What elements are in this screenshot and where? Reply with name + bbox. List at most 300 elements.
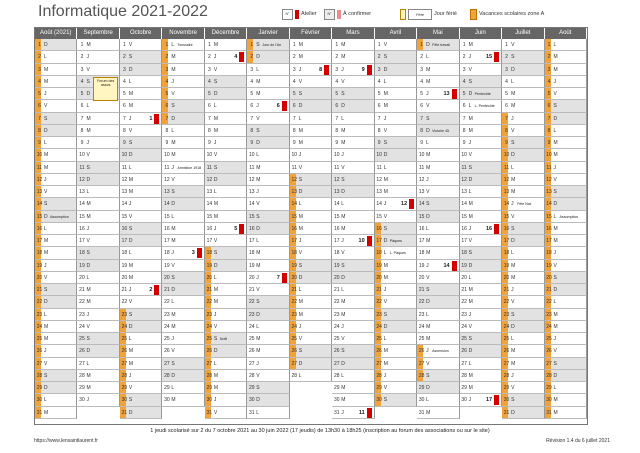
weekday-letter: S bbox=[553, 103, 557, 110]
weekday-letter: J bbox=[86, 225, 89, 232]
weekday-letter: S bbox=[426, 372, 430, 379]
weekday-letter: M bbox=[86, 201, 91, 208]
day-row bbox=[162, 382, 204, 394]
day-row bbox=[35, 174, 77, 186]
day-number: 24 bbox=[376, 323, 382, 330]
day-row bbox=[417, 284, 459, 296]
day-number: 13 bbox=[206, 189, 213, 195]
day-row bbox=[417, 260, 459, 272]
day-number: 26 bbox=[164, 348, 170, 355]
day-number: 24 bbox=[291, 323, 298, 330]
day-number: 18 bbox=[333, 250, 340, 257]
weekday-letter: S bbox=[468, 250, 472, 257]
weekday-letter: M bbox=[256, 78, 261, 85]
day-row bbox=[35, 321, 77, 333]
day-row bbox=[417, 88, 459, 100]
day-row bbox=[35, 137, 77, 149]
weekday-letter: V bbox=[256, 115, 260, 122]
weekday-letter: S bbox=[86, 78, 90, 85]
day-row bbox=[35, 76, 77, 88]
weekday-letter: D bbox=[298, 189, 303, 195]
day-row bbox=[460, 370, 502, 382]
day-row bbox=[417, 100, 459, 112]
day-number: 17 bbox=[249, 238, 255, 244]
day-number: 6 bbox=[123, 103, 126, 110]
weekday-letter: D bbox=[468, 176, 473, 183]
day-number: 9 bbox=[420, 140, 424, 146]
weekday-letter: M bbox=[511, 348, 516, 355]
weekday-letter: M bbox=[171, 323, 176, 330]
day-row bbox=[417, 382, 459, 394]
day-number: 5 bbox=[292, 91, 296, 97]
session-number: 6 bbox=[276, 103, 280, 110]
day-number: 12 bbox=[461, 176, 467, 183]
day-row bbox=[332, 309, 374, 321]
day-number: 16 bbox=[291, 225, 298, 232]
day-row bbox=[77, 247, 119, 259]
session-marker bbox=[282, 101, 287, 111]
day-number: 20 bbox=[79, 274, 85, 281]
day-number: 25 bbox=[249, 336, 255, 342]
day-row bbox=[332, 64, 374, 76]
weekday-letter: M bbox=[86, 385, 91, 391]
day-number: 31 bbox=[206, 409, 213, 416]
day-row bbox=[162, 309, 204, 321]
day-number: 20 bbox=[36, 274, 43, 281]
weekday-letter: J bbox=[511, 287, 514, 293]
day-row bbox=[545, 370, 587, 382]
weekday-letter: M bbox=[468, 385, 473, 391]
day-row bbox=[545, 382, 587, 394]
day-number: 20 bbox=[121, 274, 128, 281]
day-row bbox=[205, 247, 247, 259]
day-row bbox=[460, 235, 502, 247]
holiday-label: Assomption bbox=[559, 214, 579, 219]
day-number: 8 bbox=[505, 127, 508, 134]
day-row bbox=[247, 333, 289, 345]
weekday-letter: S bbox=[86, 336, 90, 342]
day-row bbox=[35, 88, 77, 100]
day-number: 23 bbox=[121, 311, 128, 318]
day-number: 1 bbox=[250, 42, 254, 48]
day-row bbox=[375, 296, 417, 308]
day-row bbox=[460, 345, 502, 357]
day-number: 29 bbox=[249, 385, 255, 391]
legend-ferie-swatch bbox=[400, 9, 406, 20]
weekday-letter: L bbox=[383, 250, 387, 257]
weekday-letter: D bbox=[128, 66, 133, 73]
day-row bbox=[120, 358, 162, 370]
weekday-letter: M bbox=[44, 409, 49, 416]
day-number: 23 bbox=[164, 311, 170, 318]
weekday-letter: V bbox=[213, 66, 218, 73]
weekday-letter: M bbox=[44, 238, 49, 244]
day-row bbox=[290, 223, 332, 235]
weekday-letter: M bbox=[213, 299, 219, 306]
day-row bbox=[120, 235, 162, 247]
holiday-label: Fête travail bbox=[432, 43, 450, 47]
day-number: 5 bbox=[547, 91, 551, 97]
day-number: 17 bbox=[461, 238, 467, 244]
holiday-label: Pentecôte bbox=[474, 92, 491, 96]
weekday-letter: M bbox=[553, 152, 558, 159]
day-number: 9 bbox=[377, 140, 381, 146]
day-row bbox=[290, 76, 332, 88]
holiday-label: L. Pentecôte bbox=[474, 104, 495, 109]
day-number: 4 bbox=[165, 78, 169, 85]
day-row bbox=[545, 162, 587, 174]
day-row bbox=[502, 382, 544, 394]
day-number: 2 bbox=[80, 54, 84, 61]
day-row bbox=[247, 321, 289, 333]
day-number: 2 bbox=[207, 54, 211, 61]
day-row bbox=[502, 51, 544, 63]
weekday-letter: L bbox=[468, 360, 472, 367]
holiday-label: Ascension bbox=[432, 349, 449, 354]
day-row bbox=[205, 296, 247, 308]
day-row bbox=[120, 125, 162, 137]
weekday-letter: V bbox=[128, 299, 133, 306]
day-row bbox=[375, 186, 417, 198]
weekday-letter: M bbox=[213, 372, 219, 379]
day-number: 17 bbox=[206, 238, 213, 244]
day-number: 25 bbox=[206, 336, 213, 342]
site-url[interactable]: https://www.lensaintlaurent.fr bbox=[34, 438, 98, 444]
weekday-letter: V bbox=[298, 336, 303, 342]
weekday-letter: M bbox=[383, 103, 388, 110]
day-row bbox=[545, 100, 587, 112]
day-row bbox=[502, 235, 544, 247]
day-number: 6 bbox=[250, 103, 254, 110]
weekday-letter: D bbox=[383, 66, 388, 73]
weekday-letter: L bbox=[553, 299, 557, 306]
day-number: 19 bbox=[36, 262, 43, 269]
weekday-letter: S bbox=[383, 397, 388, 404]
day-row bbox=[205, 186, 247, 198]
day-row bbox=[205, 382, 247, 394]
day-row bbox=[502, 247, 544, 259]
day-number: 16 bbox=[36, 225, 43, 232]
day-number: 9 bbox=[123, 140, 126, 146]
day-number: 8 bbox=[462, 127, 466, 134]
day-number: 30 bbox=[206, 397, 213, 404]
holiday-label: L. Pâques bbox=[389, 251, 406, 256]
day-row bbox=[417, 198, 459, 210]
weekday-letter: V bbox=[383, 385, 388, 391]
day-row bbox=[332, 382, 374, 394]
day-number: 7 bbox=[123, 115, 126, 122]
day-number: 9 bbox=[335, 140, 339, 146]
weekday-letter: V bbox=[256, 372, 260, 379]
day-number: 22 bbox=[36, 299, 43, 306]
weekday-letter: M bbox=[553, 225, 558, 232]
day-number: 8 bbox=[165, 127, 169, 134]
day-number: 2 bbox=[462, 54, 466, 61]
legend-confirm-mark bbox=[337, 10, 341, 19]
day-number: 14 bbox=[503, 201, 510, 208]
day-row bbox=[120, 309, 162, 321]
day-number: 2 bbox=[335, 54, 339, 61]
day-row bbox=[77, 198, 119, 210]
weekday-letter: M bbox=[341, 127, 346, 134]
day-number: 30 bbox=[546, 397, 552, 404]
day-row bbox=[460, 88, 502, 100]
month-header: Mai bbox=[417, 28, 459, 39]
weekday-letter: M bbox=[511, 91, 516, 97]
weekday-letter: S bbox=[213, 250, 218, 257]
day-number: 21 bbox=[206, 287, 213, 293]
day-number: 17 bbox=[418, 238, 425, 244]
day-row bbox=[205, 358, 247, 370]
day-row bbox=[332, 247, 374, 259]
day-row bbox=[205, 345, 247, 357]
weekday-letter: S bbox=[553, 274, 557, 281]
day-row bbox=[545, 296, 587, 308]
weekday-letter: J bbox=[341, 323, 344, 330]
day-number: 18 bbox=[36, 250, 43, 257]
day-number: 3 bbox=[505, 66, 508, 73]
day-row bbox=[162, 39, 204, 51]
day-row bbox=[162, 284, 204, 296]
day-row bbox=[290, 149, 332, 161]
day-number: 5 bbox=[462, 91, 466, 97]
day-number: 25 bbox=[164, 336, 170, 342]
day-row bbox=[120, 64, 162, 76]
month-header: Août bbox=[545, 28, 587, 39]
session-marker bbox=[494, 52, 499, 62]
weekday-letter: L bbox=[426, 311, 429, 318]
weekday-letter: M bbox=[44, 250, 49, 257]
day-row bbox=[205, 137, 247, 149]
weekday-letter: V bbox=[256, 287, 260, 293]
day-number: 27 bbox=[461, 360, 467, 367]
day-number: 28 bbox=[206, 372, 213, 379]
weekday-letter: V bbox=[511, 213, 515, 220]
day-number: 11 bbox=[164, 164, 170, 171]
day-row bbox=[77, 100, 119, 112]
day-number: 14 bbox=[164, 201, 170, 208]
day-row bbox=[375, 382, 417, 394]
day-row bbox=[205, 64, 247, 76]
day-number: 1 bbox=[123, 42, 126, 48]
weekday-letter: J bbox=[511, 372, 514, 379]
weekday-letter: D bbox=[298, 103, 303, 110]
month-header: Août (2021) bbox=[35, 28, 77, 39]
weekday-letter: D bbox=[383, 323, 388, 330]
day-row bbox=[545, 88, 587, 100]
day-number: 7 bbox=[250, 115, 254, 122]
day-row bbox=[290, 260, 332, 272]
weekday-letter: L bbox=[44, 311, 47, 318]
day-number: 29 bbox=[164, 385, 170, 391]
weekday-letter: M bbox=[468, 201, 473, 208]
weekday-letter: M bbox=[426, 336, 431, 342]
day-number: 4 bbox=[123, 78, 126, 85]
weekday-letter: J bbox=[383, 287, 387, 293]
day-number: 24 bbox=[121, 323, 128, 330]
weekday-letter: M bbox=[171, 54, 176, 61]
weekday-letter: D bbox=[256, 54, 260, 61]
day-row bbox=[162, 296, 204, 308]
day-row bbox=[545, 39, 587, 51]
day-number: 23 bbox=[461, 311, 467, 318]
day-row bbox=[332, 186, 374, 198]
weekday-letter: L bbox=[171, 299, 175, 306]
weekday-letter: M bbox=[468, 372, 473, 379]
day-row bbox=[545, 223, 587, 235]
day-row bbox=[460, 211, 502, 223]
day-row bbox=[332, 162, 374, 174]
day-number: 21 bbox=[461, 287, 467, 293]
day-row bbox=[205, 211, 247, 223]
weekday-letter: L bbox=[44, 54, 47, 61]
day-row bbox=[417, 296, 459, 308]
day-row bbox=[35, 247, 77, 259]
weekday-letter: J bbox=[383, 201, 387, 208]
weekday-letter: D bbox=[468, 262, 473, 269]
day-number: 28 bbox=[461, 372, 467, 379]
day-number: 30 bbox=[249, 397, 255, 404]
weekday-letter: J bbox=[128, 372, 132, 379]
weekday-letter: J bbox=[256, 189, 259, 195]
day-row bbox=[205, 370, 247, 382]
day-number: 15 bbox=[206, 213, 213, 220]
weekday-letter: D bbox=[44, 213, 48, 220]
day-row bbox=[502, 345, 544, 357]
session-marker bbox=[239, 224, 244, 234]
day-row bbox=[290, 174, 332, 186]
day-number: 15 bbox=[121, 213, 128, 220]
day-number: 6 bbox=[38, 103, 41, 110]
weekday-letter: L bbox=[86, 103, 90, 110]
day-number: 5 bbox=[123, 91, 126, 97]
day-row bbox=[332, 76, 374, 88]
weekday-letter: J bbox=[426, 262, 429, 269]
weekday-letter: D bbox=[511, 238, 515, 244]
day-row bbox=[545, 51, 587, 63]
weekday-letter: D bbox=[256, 311, 260, 318]
weekday-letter: M bbox=[511, 103, 516, 110]
day-row bbox=[205, 149, 247, 161]
weekday-letter: L bbox=[256, 409, 260, 416]
day-number: 5 bbox=[420, 91, 424, 97]
day-number: 28 bbox=[249, 372, 255, 379]
day-number: 16 bbox=[206, 225, 213, 232]
weekday-letter: M bbox=[383, 348, 388, 355]
day-number: 26 bbox=[206, 348, 213, 355]
day-row bbox=[77, 174, 119, 186]
day-number: 21 bbox=[36, 287, 43, 293]
day-row bbox=[205, 272, 247, 284]
day-number: 17 bbox=[164, 238, 170, 244]
weekday-letter: M bbox=[256, 91, 261, 97]
day-number: 18 bbox=[503, 250, 510, 257]
day-number: 22 bbox=[291, 299, 298, 306]
day-number: 18 bbox=[79, 250, 85, 257]
day-number: 29 bbox=[206, 385, 213, 391]
weekday-letter: D bbox=[128, 409, 133, 416]
session-number: 17 bbox=[485, 397, 493, 404]
weekday-letter: V bbox=[468, 238, 472, 244]
day-row bbox=[545, 76, 587, 88]
weekday-letter: S bbox=[171, 189, 175, 195]
weekday-letter: M bbox=[341, 213, 346, 220]
day-row bbox=[417, 223, 459, 235]
weekday-letter: M bbox=[553, 397, 558, 404]
weekday-letter: M bbox=[426, 238, 431, 244]
weekday-letter: D bbox=[213, 262, 218, 269]
holiday-label: Assomption bbox=[50, 214, 69, 219]
weekday-letter: L bbox=[128, 336, 132, 342]
weekday-letter: L bbox=[86, 360, 90, 367]
legend-vacances bbox=[470, 8, 544, 20]
weekday-letter: S bbox=[383, 140, 388, 146]
weekday-letter: V bbox=[383, 127, 388, 134]
weekday-letter: L bbox=[511, 336, 514, 342]
day-number: 14 bbox=[376, 201, 382, 208]
day-number: 23 bbox=[546, 311, 552, 318]
month-column bbox=[205, 28, 247, 424]
day-row bbox=[460, 358, 502, 370]
day-number: 15 bbox=[418, 213, 425, 220]
weekday-letter: L bbox=[86, 189, 90, 195]
day-row bbox=[460, 174, 502, 186]
day-number: 23 bbox=[206, 311, 213, 318]
weekday-letter: J bbox=[213, 397, 217, 404]
day-number: 2 bbox=[38, 54, 41, 61]
day-row bbox=[417, 51, 459, 63]
weekday-letter: S bbox=[213, 78, 218, 85]
weekday-letter: M bbox=[213, 42, 219, 48]
weekday-letter: M bbox=[426, 409, 431, 416]
day-number: 22 bbox=[206, 299, 213, 306]
weekday-letter: M bbox=[128, 176, 134, 183]
weekday-letter: J bbox=[298, 323, 302, 330]
day-number: 19 bbox=[376, 262, 382, 269]
weekday-letter: J bbox=[44, 348, 47, 355]
day-row bbox=[502, 174, 544, 186]
legend bbox=[282, 8, 622, 22]
day-row bbox=[205, 174, 247, 186]
weekday-letter: M bbox=[511, 360, 516, 367]
weekday-letter: S bbox=[511, 140, 515, 146]
day-row bbox=[460, 272, 502, 284]
day-number: 20 bbox=[164, 274, 170, 281]
day-number: 5 bbox=[377, 91, 381, 97]
day-number: 18 bbox=[461, 250, 467, 257]
weekday-letter: L bbox=[256, 323, 260, 330]
day-row bbox=[545, 272, 587, 284]
day-row bbox=[77, 186, 119, 198]
day-number: 14 bbox=[121, 201, 128, 208]
day-number: 21 bbox=[546, 287, 552, 293]
day-row bbox=[247, 382, 289, 394]
day-number: 4 bbox=[377, 78, 381, 85]
day-row bbox=[120, 137, 162, 149]
weekday-letter: S bbox=[341, 262, 345, 269]
weekday-letter: S bbox=[128, 311, 133, 318]
weekday-letter: L bbox=[86, 274, 90, 281]
day-number: 15 bbox=[376, 213, 382, 220]
day-row bbox=[205, 125, 247, 137]
weekday-letter: S bbox=[256, 385, 260, 391]
day-row bbox=[545, 321, 587, 333]
weekday-letter: S bbox=[86, 250, 90, 257]
day-row bbox=[545, 235, 587, 247]
day-number: 20 bbox=[503, 274, 510, 281]
day-row bbox=[375, 345, 417, 357]
day-number: 4 bbox=[547, 78, 551, 85]
